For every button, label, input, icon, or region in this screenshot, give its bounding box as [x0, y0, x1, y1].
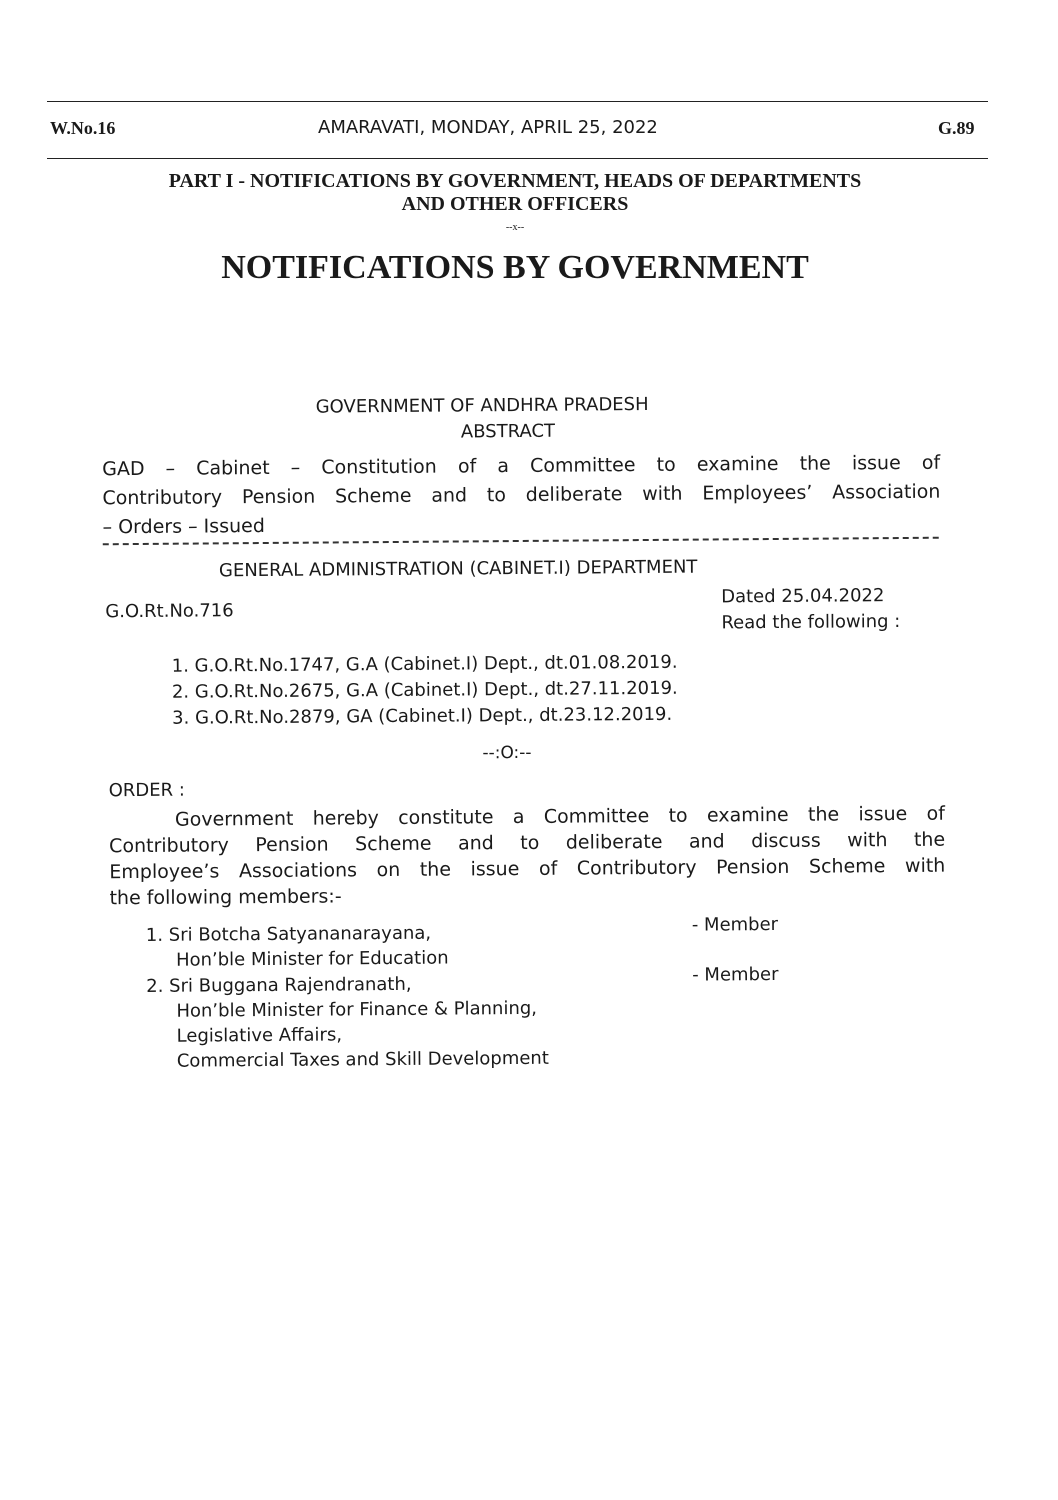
abstract-label: ABSTRACT [460, 420, 556, 443]
order-text-line-3: Employee’s Associations on the issue of Contributory Pension Scheme with [109, 854, 946, 884]
order-text-line-2: Contributory Pension Scheme and to deliberate and discuss with the [109, 828, 946, 858]
reference-item: 3. G.O.Rt.No.2879, GA (Cabinet.I) Dept., dt.23.12.2019. [172, 703, 673, 729]
order-text-line-4: the following members:- [109, 885, 342, 910]
part-title-line1: PART I - NOTIFICATIONS BY GOVERNMENT, HEADS OF DEPARTMENTS [168, 170, 862, 192]
member-designation: Hon’ble Minister for Education [175, 947, 449, 971]
order-date: Dated 25.04.2022 [721, 585, 885, 608]
section-divider: --:O:-- [482, 742, 532, 764]
dashed-separator [103, 537, 939, 546]
place-date: AMARAVATI, MONDAY, APRIL 25, 2022 [318, 117, 658, 138]
part-title-line2: AND OTHER OFFICERS [401, 193, 629, 215]
page-number: G.89 [938, 118, 975, 138]
order-label: ORDER : [108, 779, 185, 802]
member-role: - Member [692, 963, 779, 986]
read-following: Read the following : [721, 611, 901, 634]
member-name: 1. Sri Botcha Satyananarayana, [145, 922, 432, 946]
main-heading: NOTIFICATIONS BY GOVERNMENT [221, 249, 809, 286]
member-designation: Commercial Taxes and Skill Development [176, 1047, 549, 1072]
part-title-separator: --x-- [505, 222, 525, 233]
government-name: GOVERNMENT OF ANDHRA PRADESH [315, 393, 649, 418]
department-name: GENERAL ADMINISTRATION (CABINET.I) DEPARTMENT [218, 556, 698, 582]
member-designation: Hon’ble Minister for Finance & Planning, [176, 997, 538, 1022]
member-designation: Legislative Affairs, [176, 1024, 343, 1047]
reference-item: 1. G.O.Rt.No.1747, G.A (Cabinet.I) Dept., dt.01.08.2019. [171, 651, 678, 677]
subject-line-1: GAD – Cabinet – Constitution of a Committee to examine the issue of [102, 451, 941, 481]
subject-line-2: Contributory Pension Scheme and to deliberate with Employees’ Association [102, 480, 941, 510]
go-number: G.O.Rt.No.716 [105, 600, 234, 623]
reference-item: 2. G.O.Rt.No.2675, G.A (Cabinet.I) Dept., dt.27.11.2019. [171, 677, 678, 703]
subject-line-3: – Orders – Issued [102, 514, 265, 539]
member-name: 2. Sri Buggana Rajendranath, [146, 973, 412, 997]
issue-number: W.No.16 [50, 118, 116, 138]
order-text-line-1: Government hereby constitute a Committee to examine the issue of [174, 802, 945, 831]
member-role: - Member [691, 913, 779, 936]
